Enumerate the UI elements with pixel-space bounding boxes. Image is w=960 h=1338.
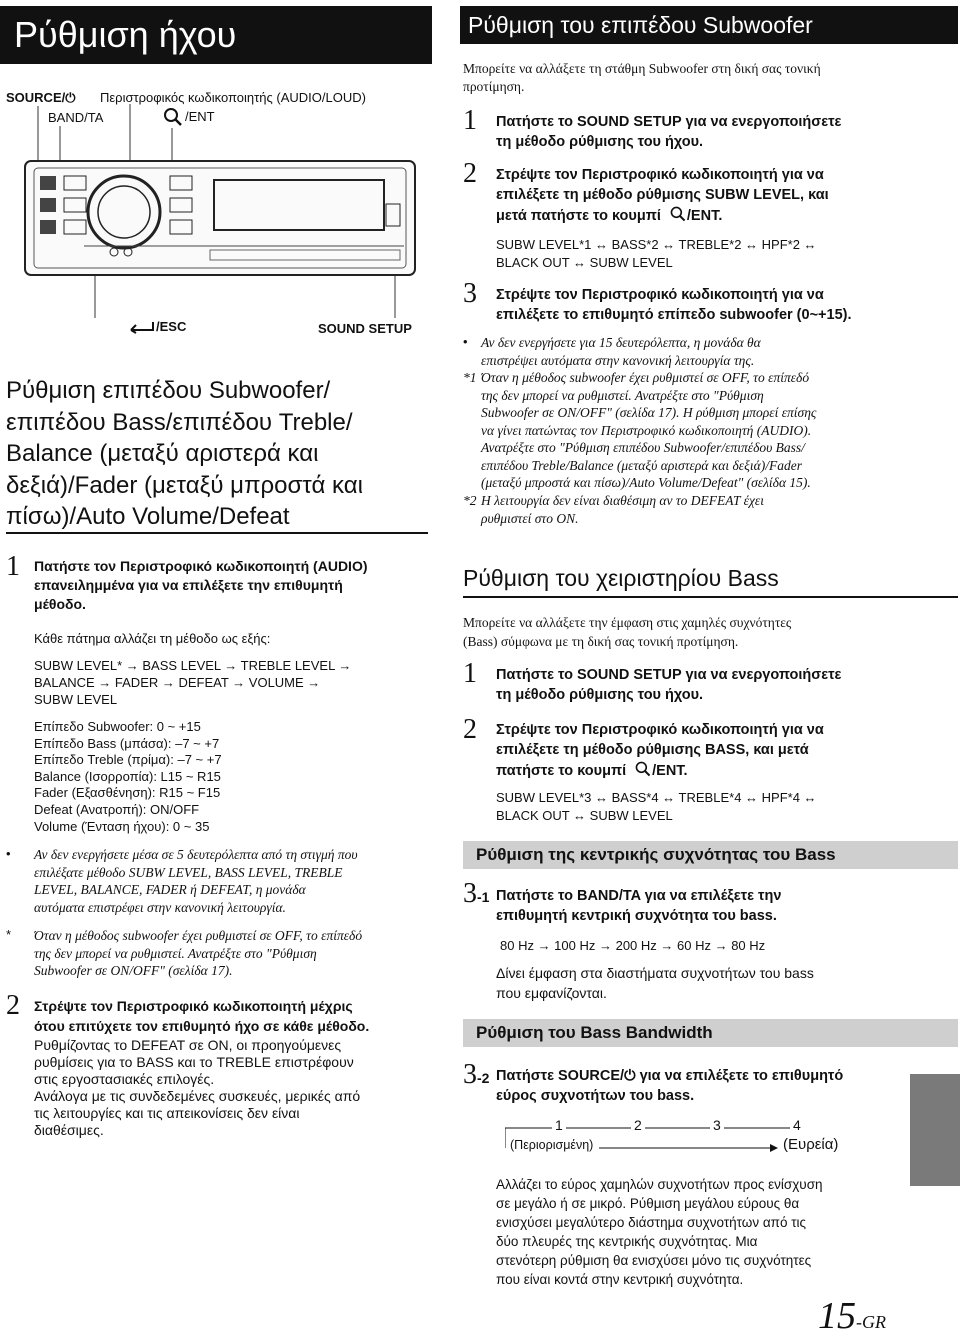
page-number: 15-GR [818, 1295, 886, 1337]
bandwidth-narrow-label: (Περιορισμένη) [510, 1138, 594, 1152]
label-source: SOURCE/⏻ [6, 90, 76, 105]
level-ranges: Επίπεδο Subwoofer: 0 ~ +15 Επίπεδο Bass (μπάσα): –7 ~ +7 Επίπεδο Treble (πρίμα): –7 ~ +7 Balance (Ισορροπία): L15 ~ R15 Fader (Εξασθένηση): R15 ~ F15 Defeat (Ανατροπή): ON/OFF Volume (Ένταση ήχου): 0 ~ 35 [34, 719, 222, 834]
center-freq-body: Δίνει έμφαση στα διαστήματα συχνοτήτων του bass που εμφανίζονται. [496, 965, 814, 1001]
sub-footnote-1: *1 Όταν η μέθοδος subwoofer έχει ρυθμιστεί σε OFF, το επίπεδό της δεν μπορεί να ρυθμιστεί. Ανατρέξτε στο "Ρύθμιση Subwoofer σε ON/OFF" (σελίδα 17). Η ρύθμιση μπορεί επίσης να γίνει πατώντας τον Περιστροφικό κωδικοποιητή (AUDIO). Ανατρέξτε στο "Ρύθμιση επιπέδου Subwoofer/επιπέδου Bass/ επιπέδου Treble/Balance (μεταξύ αριστερά και δεξιά)/Fader (μεταξύ μπροστά και πίσω)/Auto Volume/Defeat" (σελίδα 15). [463, 370, 817, 490]
sub-timeout-note: • Αν δεν ενεργήσετε για 15 δευτερόλεπτα, η μονάδα θα επιστρέψει αυτόματα στην κανονική λειτουργία της. [463, 334, 761, 368]
sub-step-3-text: Στρέψτε τον Περιστροφικό κωδικοποιητή για να επιλέξετε το επιθυμητό επίπεδο subwoofer (0~+15). [496, 287, 852, 323]
label-band: BAND/TA [48, 110, 104, 125]
bandwidth-body: Αλλάζει το εύρος χαμηλών συχνοτήτων προς ενίσχυση σε μεγάλο ή σε μικρό. Ρύθμιση μεγάλου εύρους θα ενισχύσει μεγαλύτερο διάστημα συχνοτήτων από τις δύο πλευρές της κεντρικής συχνότητας. Μια στενότερη ρύθμιση θα ενισχύσει μόνο τις συχνότητες που είναι κοντά στην κεντρική συχνότητα. [496, 1177, 823, 1287]
bass-title: Ρύθμιση του χειριστηρίου Bass [463, 565, 779, 591]
sub-step-2-sequence: SUBW LEVEL*1 ↔ BASS*2 ↔ TREBLE*2 ↔ HPF*2 ↔ BLACK OUT ↔ SUBW LEVEL [496, 237, 817, 270]
step-2-text: Στρέψτε τον Περιστροφικό κωδικοποιητή μέχρις ότου επιτύχετε τον επιθυμητό ήχο σε κάθε μέθοδο. [34, 998, 370, 1034]
step-1-text: Πατήστε τον Περιστροφικό κωδικοποιητή (AUDIO) επανειλημμένα για να επιλέξετε την επιθυμητή μέθοδο. [34, 558, 368, 612]
step-3-1-text: Πατήστε το BAND/TA για να επιλέξετε την επιθυμητή κεντρική συχνότητα του bass. [496, 888, 782, 924]
bandwidth-title: Ρύθμιση του Bass Bandwidth [476, 1023, 713, 1042]
sub-footnote-2: *2 Η λειτουργία δεν είναι διαθέσιμη αν το DEFEAT έχει ρυθμιστεί στο ON. [463, 493, 764, 526]
bass-step-2-sequence: SUBW LEVEL*3 ↔ BASS*4 ↔ TREBLE*4 ↔ HPF*4 ↔ BLACK OUT ↔ SUBW LEVEL [496, 790, 817, 823]
step-3-2-text: Πατήστε SOURCE/⏻ για να επιλέξετε το επιθυμητό εύρος συχνοτήτων του bass. [496, 1068, 844, 1104]
head-unit-illustration [24, 160, 416, 276]
bandwidth-scale-2: 2 [631, 1117, 645, 1133]
search-icon [669, 205, 687, 223]
mode-sequence: SUBW LEVEL* → BASS LEVEL → TREBLE LEVEL → BALANCE → FADER → DEFEAT → VOLUME → SUBW LEVEL [34, 658, 352, 707]
timeout-note: • Αν δεν ενεργήσετε μέσα σε 5 δευτερόλεπτα από τη στιγμή που επιλέξατε μέθοδο SUBW LEVEL, BASS LEVEL, TREBLE LEVEL, BALANCE, FADER ή DEFEAT, η μονάδα αυτόματα επιστρέφει στην κανονική λειτουργία. [6, 846, 358, 915]
bass-step-1-number: 1 [463, 658, 477, 689]
bandwidth-scale-1: 1 [552, 1117, 566, 1133]
step-1-sub: Κάθε πάτημα αλλάζει τη μέθοδο ως εξής: [34, 631, 271, 646]
section-rule [6, 532, 428, 534]
center-freq-title: Ρύθμιση της κεντρικής συχνότητας του Bass [476, 845, 836, 864]
label-esc: /ESC [156, 319, 187, 334]
bass-intro: Μπορείτε να αλλάξετε την έμφαση στις χαμηλές συχνότητες (Bass) σύμφωνα με τη δική σας τονική προτίμηση. [463, 615, 792, 649]
step-2-number: 2 [6, 990, 20, 1021]
label-sound-setup: SOUND SETUP [318, 321, 412, 336]
label-encoder: Περιστροφικός κωδικοποιητής (AUDIO/LOUD) [100, 90, 366, 105]
search-icon [634, 760, 652, 778]
bass-rule [463, 596, 958, 598]
sub-step-1-text: Πατήστε το SOUND SETUP για να ενεργοποιήσετε τη μέθοδο ρύθμισης του ήχου. [496, 114, 842, 150]
page-title: Ρύθμιση ήχου [14, 14, 237, 55]
subwoofer-intro: Μπορείτε να αλλάξετε τη στάθμη Subwoofer στη δική σας τονική προτίμηση. [463, 61, 821, 94]
bass-step-1-text: Πατήστε το SOUND SETUP για να ενεργοποιήσετε τη μέθοδο ρύθμισης του ήχου. [496, 667, 842, 703]
step-3-2-number: 3-2 [463, 1059, 490, 1090]
section-title: Ρύθμιση επιπέδου Subwoofer/ επιπέδου Bass/επιπέδου Treble/ Balance (μεταξύ αριστερά και δεξιά)/Fader (μεταξύ μπροστά και πίσω)/Auto Volume/Defeat [6, 377, 363, 530]
bandwidth-scale-4: 4 [790, 1117, 804, 1133]
center-freq-sequence: 80 Hz → 100 Hz → 200 Hz → 60 Hz → 80 Hz [500, 938, 766, 953]
label-ent: /ENT [185, 109, 215, 124]
step-1-number: 1 [6, 551, 20, 582]
bandwidth-scale-3: 3 [710, 1117, 724, 1133]
side-tab [910, 1074, 960, 1186]
bass-step-2-number: 2 [463, 714, 477, 745]
bass-step-2-text: Στρέψτε τον Περιστροφικό κωδικοποιητή για να επιλέξετε τη μέθοδο ρύθμισης BASS, και μετά πατήστε το κουμπί /ENT. [496, 722, 824, 779]
step-3-1-number: 3-1 [463, 878, 490, 909]
bandwidth-wide-label: (Ευρεία) [783, 1136, 839, 1153]
sub-step-3-number: 3 [463, 278, 477, 309]
sub-step-2-number: 2 [463, 158, 477, 189]
sub-step-1-number: 1 [463, 105, 477, 136]
subwoofer-off-note: * Όταν η μέθοδος subwoofer έχει ρυθμιστεί σε OFF, το επίπεδό της δεν μπορεί να ρυθμιστεί. Ανατρέξτε στο "Ρύθμιση Subwoofer σε ON/OFF" (σελίδα 17). [6, 927, 363, 978]
back-icon [128, 318, 156, 339]
sub-step-2-text: Στρέψτε τον Περιστροφικό κωδικοποιητή για να επιλέξετε τη μέθοδο ρύθμισης SUBW LEVEL, και μετά πατήστε το κουμπί /ENT. [496, 167, 829, 224]
step-2-body: Ρυθμίζοντας το DEFEAT σε ON, οι προηγούμενες ρυθμίσεις για το BASS και το TREBLE επιστρέφουν στις εργοστασιακές επιλογές. Ανάλογα με τις συνδεδεμένες συσκευές, μερικές από τις λειτουργίες και τις απεικονίσεις δεν είναι διαθέσιμες. [34, 1037, 361, 1138]
subwoofer-title: Ρύθμιση του επιπέδου Subwoofer [468, 12, 813, 38]
